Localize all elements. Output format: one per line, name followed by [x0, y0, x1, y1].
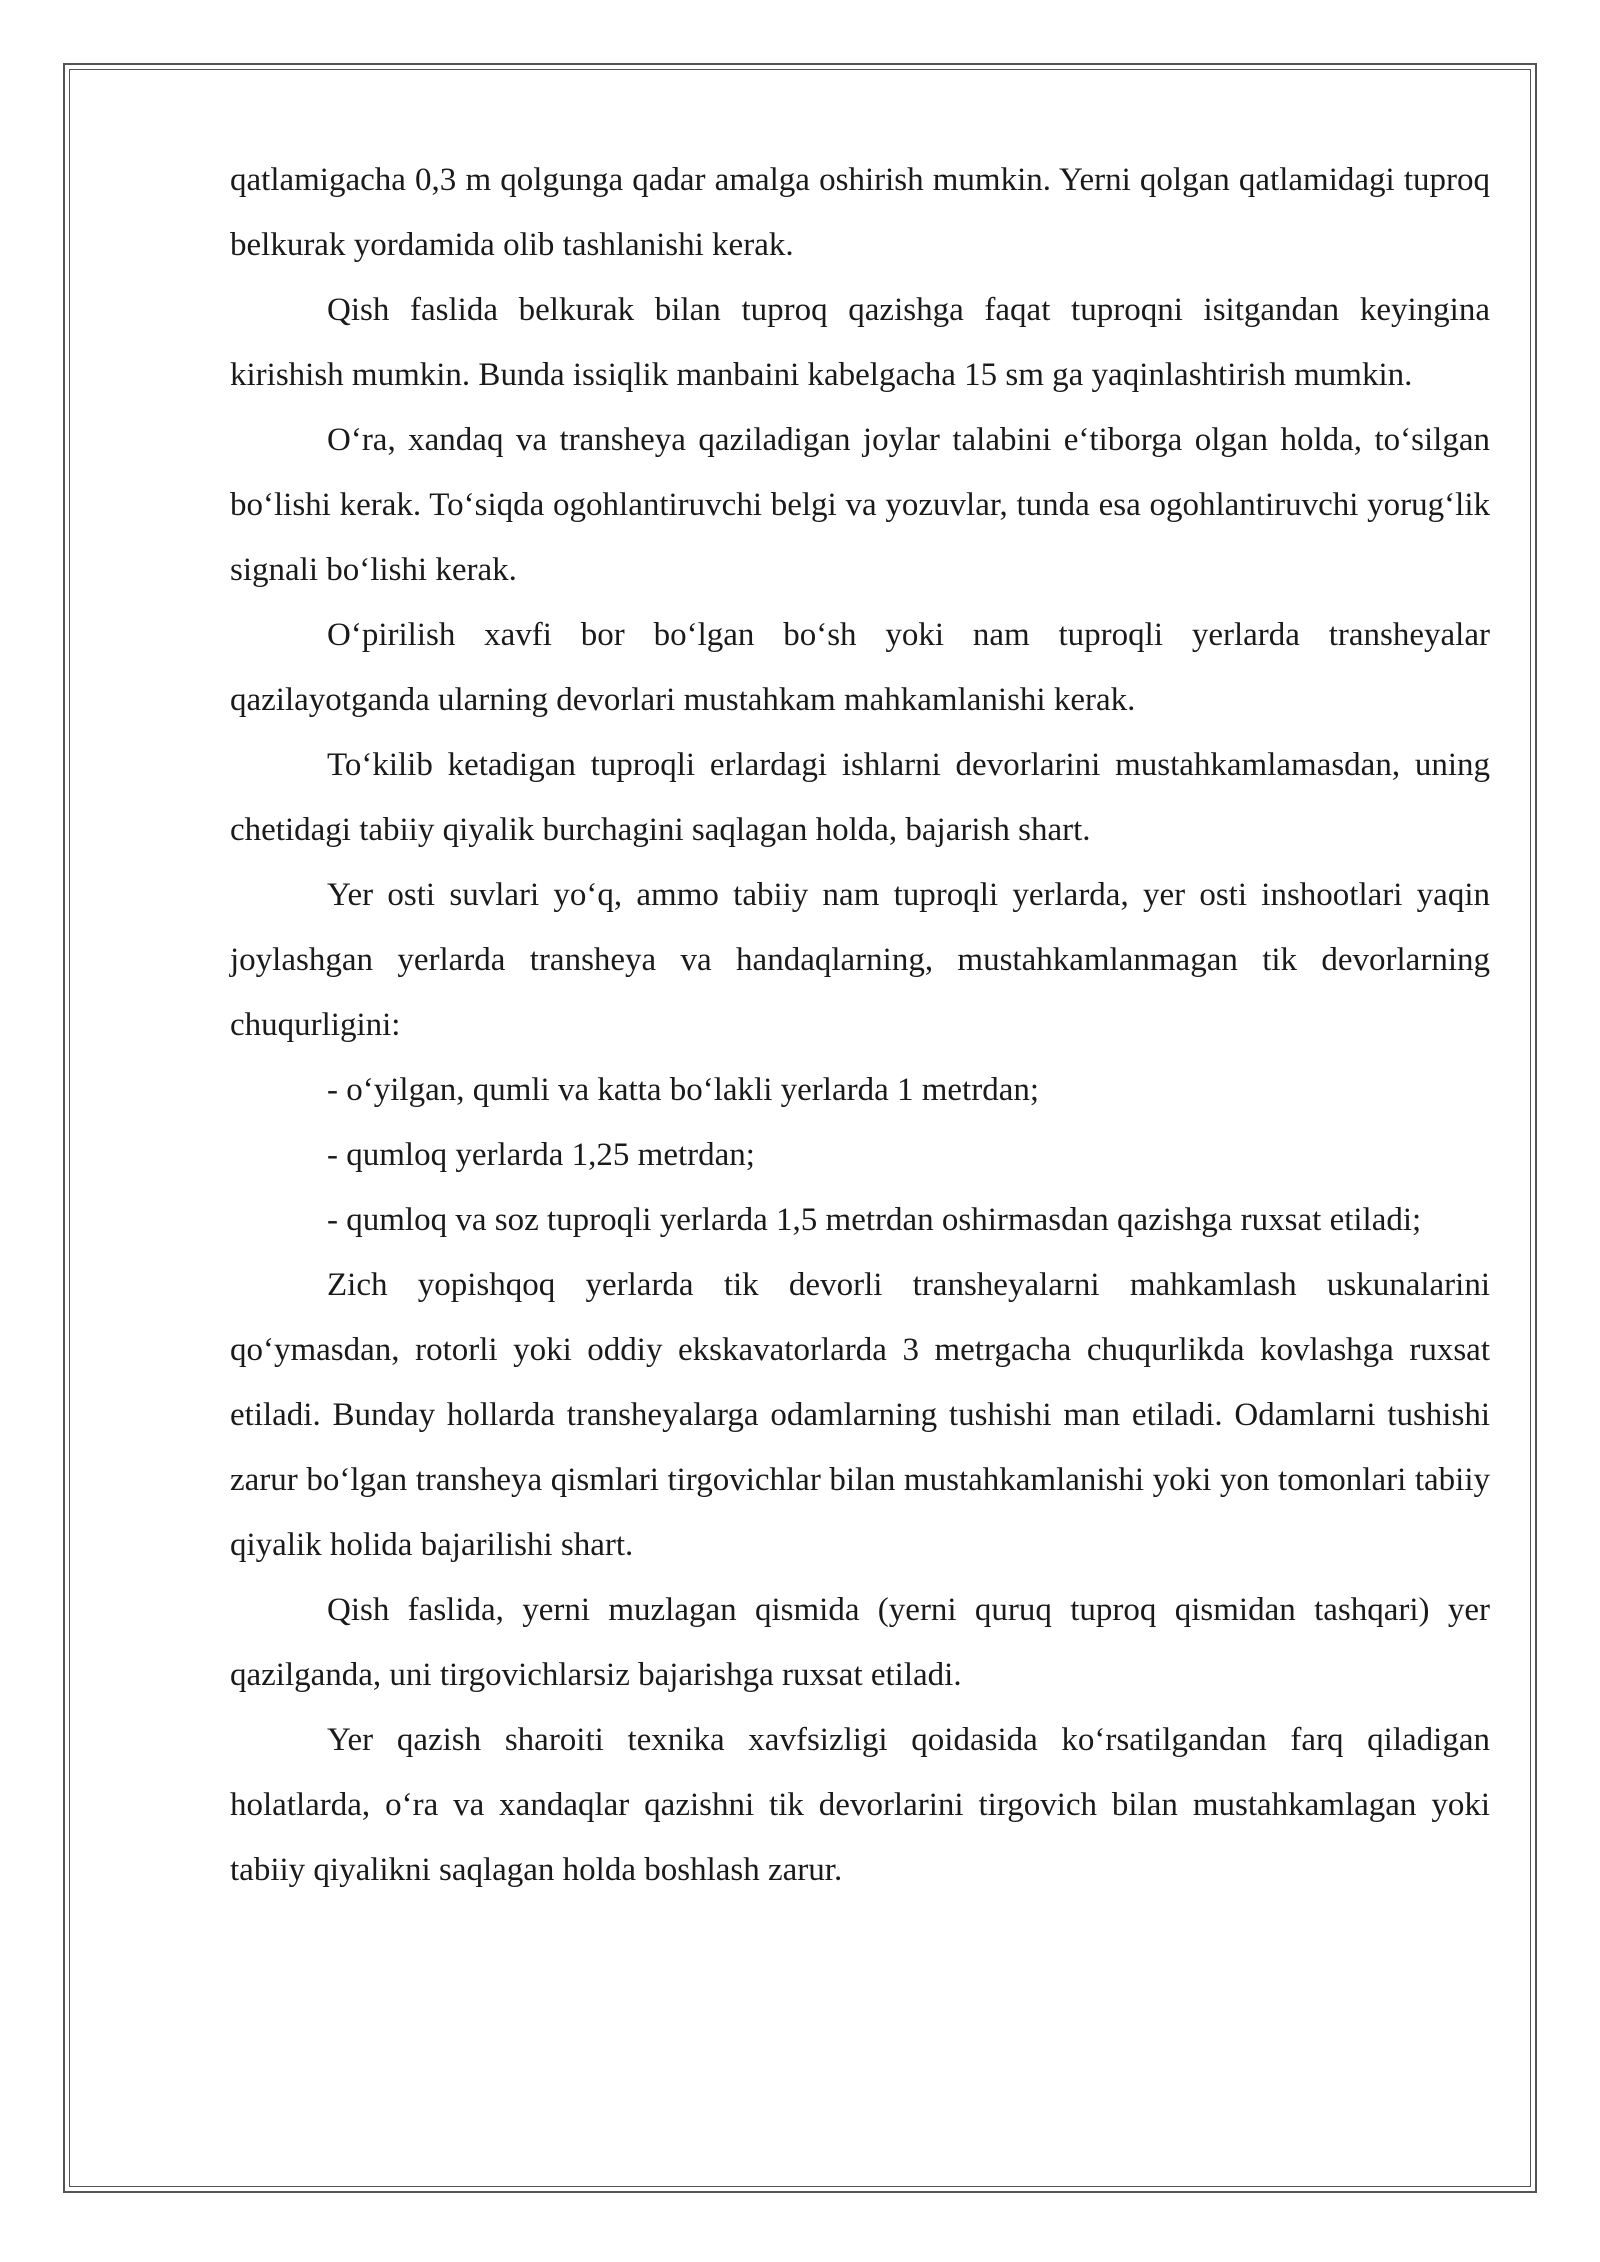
paragraph-4: O‘pirilish xavfi bor bo‘lgan bo‘sh yoki nam tuproqli yerlarda transheyalar qazilayotganda ularning devorlari mustahkam mahkamlanishi kerak.: [230, 617, 1490, 718]
paragraph-1: qatlamigacha 0,3 m qolgunga qadar amalga oshirish mumkin. Yerni qolgan qatlamidagi tuproq belkurak yordamida olib tashlanishi kerak.: [230, 162, 1490, 263]
paragraph-7: Zich yopishqoq yerlarda tik devorli transheyalarni mahkamlash uskunalarini qo‘ymasdan, rotorli yoki oddiy ekskavatorlarda 3 metrgacha chuqurlikda kovlashga ruxsat etiladi. Bunday hollarda transheyalarga odamlarning tushishi man etiladi. Odamlarni tushishi zarur bo‘lgan transheya qismlari tirgovichlar bilan mustahkamlanishi yoki yon tomonlari tabiiy qiyalik holida bajarilishi shart.: [230, 1267, 1490, 1563]
paragraph-3: O‘ra, xandaq va transheya qaziladigan joylar talabini e‘tiborga olgan holda, to‘silgan bo‘lishi kerak. To‘siqda ogohlantiruvchi belgi va yozuvlar, tunda esa ogohlantiruvchi yorug‘lik signali bo‘lishi kerak.: [230, 422, 1490, 588]
list-item-3: - qumloq va soz tuproqli yerlarda 1,5 metrdan oshirmasdan qazishga ruxsat etiladi;: [327, 1202, 1422, 1238]
paragraph-6: Yer osti suvlari yo‘q, ammo tabiiy nam tuproqli yerlarda, yer osti inshootlari yaqin joylashgan yerlarda transheya va handaqlarning, mustahkamlanmagan tik devorlarning chuqurligini:: [230, 877, 1490, 1043]
paragraph-2: Qish faslida belkurak bilan tuproq qazishga faqat tuproqni isitgandan keyingina kirishish mumkin. Bunda issiqlik manbaini kabelgacha 15 sm ga yaqinlashtirish mumkin.: [230, 292, 1490, 393]
paragraph-8: Qish faslida, yerni muzlagan qismida (yerni quruq tuproq qismidan tashqari) yer qazilganda, uni tirgovichlarsiz bajarishga ruxsat etiladi.: [230, 1592, 1490, 1693]
list-item-1: - o‘yilgan, qumli va katta bo‘lakli yerlarda 1 metrdan;: [327, 1072, 1040, 1108]
document-body: [230, 148, 1490, 1903]
list-item-2: - qumloq yerlarda 1,25 metrdan;: [327, 1137, 755, 1173]
paragraph-9: Yer qazish sharoiti texnika xavfsizligi qoidasida ko‘rsatilgandan farq qiladigan holatlarda, o‘ra va xandaqlar qazishni tik devorlarini tirgovich bilan mustahkamlagan yoki tabiiy qiyalikni saqlagan holda boshlash zarur.: [230, 1722, 1490, 1888]
paragraph-5: To‘kilib ketadigan tuproqli erlardagi ishlarni devorlarini mustahkamlamasdan, uning chetidagi tabiiy qiyalik burchagini saqlagan holda, bajarish shart.: [230, 747, 1490, 848]
